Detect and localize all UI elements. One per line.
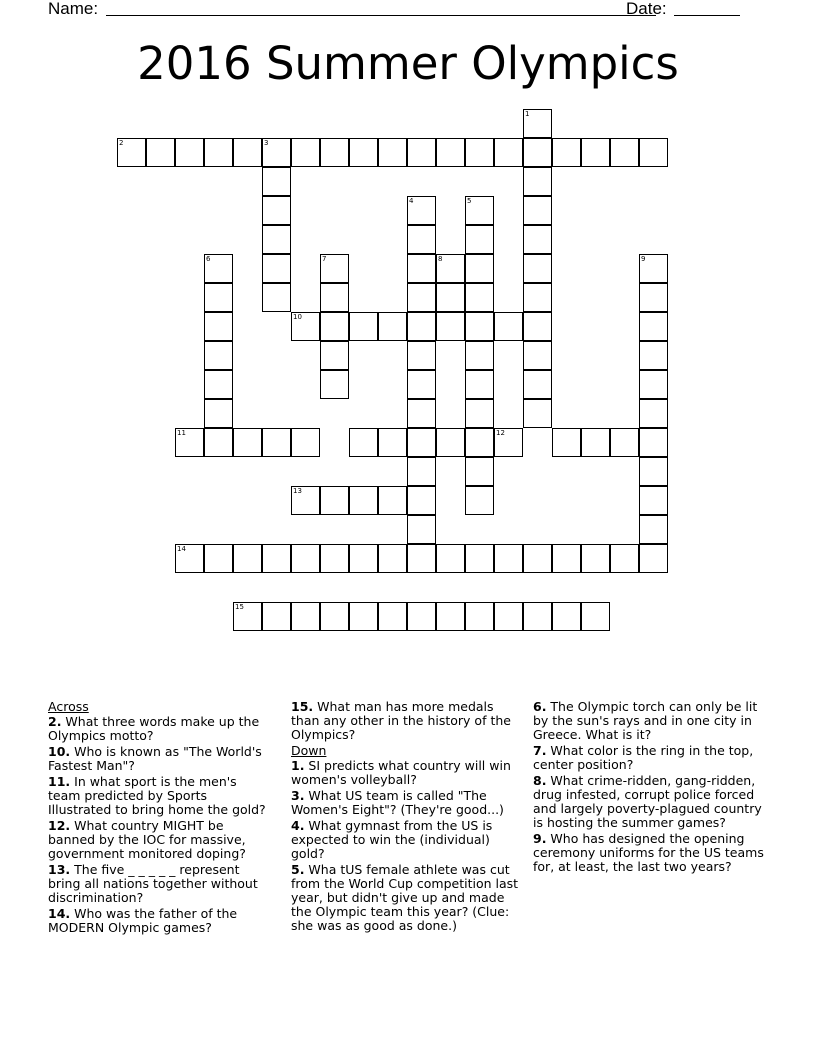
crossword-cell[interactable] xyxy=(204,138,233,167)
crossword-cell[interactable] xyxy=(204,283,233,312)
crossword-cell[interactable] xyxy=(523,399,552,428)
crossword-cell[interactable] xyxy=(320,138,349,167)
crossword-cell[interactable] xyxy=(407,341,436,370)
crossword-cell[interactable] xyxy=(349,428,378,457)
across-clue xyxy=(48,715,273,743)
down-heading: Down xyxy=(291,743,327,758)
crossword-cell[interactable] xyxy=(436,283,465,312)
down-clue xyxy=(291,759,523,787)
crossword-cell[interactable] xyxy=(523,341,552,370)
crossword-cell[interactable] xyxy=(146,138,175,167)
clue-text: What color is the ring in the top, center position? xyxy=(533,743,754,772)
down-clue xyxy=(291,863,523,933)
down-clue xyxy=(533,744,773,772)
crossword-cell[interactable] xyxy=(262,254,291,283)
crossword-cell[interactable] xyxy=(291,312,320,341)
clue-number: 6. xyxy=(533,699,547,714)
crossword-cell[interactable] xyxy=(378,312,407,341)
crossword-cell[interactable] xyxy=(465,138,494,167)
crossword-cell[interactable] xyxy=(494,138,523,167)
crossword-cell[interactable] xyxy=(523,283,552,312)
crossword-cell[interactable] xyxy=(639,428,668,457)
crossword-cell[interactable] xyxy=(320,341,349,370)
crossword-cell[interactable] xyxy=(204,370,233,399)
clue-number: 1 xyxy=(525,110,530,118)
crossword-cell[interactable] xyxy=(639,341,668,370)
crossword-cell[interactable] xyxy=(349,602,378,631)
crossword-cell[interactable] xyxy=(378,486,407,515)
crossword-cell[interactable] xyxy=(639,283,668,312)
crossword-cell[interactable] xyxy=(436,544,465,573)
crossword-cell[interactable] xyxy=(320,486,349,515)
crossword-cell[interactable] xyxy=(465,602,494,631)
across-clue-list xyxy=(48,715,273,935)
down-clue-list-continued xyxy=(533,700,773,874)
clue-text: What US team is called "The Women's Eight"? (They're good...) xyxy=(291,788,504,817)
clue-text: What crime-ridden, gang-ridden, drug infested, corrupt police forced and largely poverty-plagued country is hosting the summer games? xyxy=(533,773,762,830)
clue-number: 11 xyxy=(177,429,186,437)
crossword-cell[interactable] xyxy=(552,544,581,573)
crossword-cell[interactable] xyxy=(407,428,436,457)
clue-number: 3. xyxy=(291,788,305,803)
clue-number: 7. xyxy=(533,743,547,758)
crossword-cell[interactable] xyxy=(407,486,436,515)
crossword-cell[interactable] xyxy=(291,544,320,573)
crossword-cell[interactable] xyxy=(436,254,465,283)
crossword-cell[interactable] xyxy=(639,486,668,515)
clue-text: The Olympic torch can only be lit by the sun's rays and in one city in Greece. What is it? xyxy=(533,699,758,742)
clues-column-2 xyxy=(291,700,523,935)
crossword-cell[interactable] xyxy=(552,138,581,167)
clue-number: 5. xyxy=(291,862,305,877)
crossword-cell[interactable] xyxy=(523,544,552,573)
across-clue xyxy=(48,907,273,935)
crossword-cell[interactable] xyxy=(233,544,262,573)
crossword-cell[interactable] xyxy=(204,341,233,370)
clue-number: 2. xyxy=(48,714,62,729)
clue-number: 4 xyxy=(409,197,414,205)
clue-number: 11. xyxy=(48,774,71,789)
name-label: Name: xyxy=(48,0,99,18)
clue-number: 13 xyxy=(293,487,302,495)
down-clue xyxy=(291,789,523,817)
crossword-cell[interactable] xyxy=(349,312,378,341)
crossword-cell[interactable] xyxy=(639,254,668,283)
crossword-cell[interactable] xyxy=(233,602,262,631)
across-heading: Across xyxy=(48,699,89,714)
down-clue xyxy=(533,832,773,874)
crossword-cell[interactable] xyxy=(407,196,436,225)
crossword-cell[interactable] xyxy=(465,457,494,486)
crossword-cell[interactable] xyxy=(320,283,349,312)
crossword-cell[interactable] xyxy=(204,312,233,341)
crossword-cell[interactable] xyxy=(523,602,552,631)
crossword-cell[interactable] xyxy=(523,225,552,254)
crossword-cell[interactable] xyxy=(378,544,407,573)
crossword-cell[interactable] xyxy=(581,602,610,631)
clue-number: 10 xyxy=(293,313,302,321)
crossword-cell[interactable] xyxy=(262,225,291,254)
crossword-cell[interactable] xyxy=(262,283,291,312)
page-title: 2016 Summer Olympics xyxy=(137,37,679,90)
crossword-cell[interactable] xyxy=(407,515,436,544)
crossword-cell[interactable] xyxy=(204,254,233,283)
crossword-cell[interactable] xyxy=(291,428,320,457)
crossword-cell[interactable] xyxy=(436,312,465,341)
crossword-cell[interactable] xyxy=(320,254,349,283)
crossword-cell[interactable] xyxy=(175,544,204,573)
crossword-cell[interactable] xyxy=(262,138,291,167)
down-clue xyxy=(533,700,773,742)
clue-number: 8. xyxy=(533,773,547,788)
crossword-cell[interactable] xyxy=(204,428,233,457)
crossword-cell[interactable] xyxy=(552,602,581,631)
crossword-cell[interactable] xyxy=(523,109,552,138)
clue-text: SI predicts what country will win women's volleyball? xyxy=(291,758,511,787)
crossword-cell[interactable] xyxy=(175,138,204,167)
clue-text: Wha tUS female athlete was cut from the World Cup competition last year, but didn't give up and made the Olympic team this year? (Clue: she was as good as done.) xyxy=(291,862,519,933)
crossword-cell[interactable] xyxy=(291,602,320,631)
crossword-cell[interactable] xyxy=(523,167,552,196)
crossword-cell[interactable] xyxy=(639,399,668,428)
crossword-cell[interactable] xyxy=(494,602,523,631)
clue-number: 10. xyxy=(48,744,71,759)
crossword-cell[interactable] xyxy=(639,457,668,486)
crossword-cell[interactable] xyxy=(494,312,523,341)
across-clue-list-continued xyxy=(291,700,523,742)
crossword-cell[interactable] xyxy=(349,138,378,167)
down-clue-list xyxy=(291,759,523,933)
clue-text: Who is known as "The World's Fastest Man"? xyxy=(48,744,262,773)
crossword-cell[interactable] xyxy=(233,428,262,457)
crossword-cell[interactable] xyxy=(320,544,349,573)
clue-number: 4. xyxy=(291,818,305,833)
across-clue xyxy=(48,775,273,817)
clue-number: 15. xyxy=(291,699,314,714)
crossword-cell[interactable] xyxy=(610,544,639,573)
clues-column-1 xyxy=(48,700,273,937)
crossword-cell[interactable] xyxy=(349,544,378,573)
clue-number: 9 xyxy=(641,255,646,263)
crossword-cell[interactable] xyxy=(436,428,465,457)
crossword-cell[interactable] xyxy=(407,457,436,486)
clue-text: What country MIGHT be banned by the IOC for massive, government monitored doping? xyxy=(48,818,246,861)
crossword-cell[interactable] xyxy=(465,544,494,573)
across-clue xyxy=(48,819,273,861)
crossword-cell[interactable] xyxy=(436,138,465,167)
clue-text: What man has more medals than any other in the history of the Olympics? xyxy=(291,699,511,742)
crossword-cell[interactable] xyxy=(262,167,291,196)
crossword-cell[interactable] xyxy=(610,428,639,457)
clue-number: 15 xyxy=(235,603,244,611)
crossword-cell[interactable] xyxy=(523,138,552,167)
crossword-cell[interactable] xyxy=(378,428,407,457)
crossword-cell[interactable] xyxy=(465,225,494,254)
crossword-cell[interactable] xyxy=(262,196,291,225)
crossword-cell[interactable] xyxy=(465,341,494,370)
crossword-cell[interactable] xyxy=(320,312,349,341)
crossword-cell[interactable] xyxy=(378,138,407,167)
crossword-cell[interactable] xyxy=(378,602,407,631)
crossword-cell[interactable] xyxy=(291,138,320,167)
crossword-cell[interactable] xyxy=(291,486,320,515)
crossword-cell[interactable] xyxy=(639,515,668,544)
clue-number: 3 xyxy=(264,139,269,147)
crossword-cell[interactable] xyxy=(523,370,552,399)
clue-number: 1. xyxy=(291,758,305,773)
crossword-cell[interactable] xyxy=(262,428,291,457)
crossword-cell[interactable] xyxy=(320,602,349,631)
crossword-cell[interactable] xyxy=(494,544,523,573)
crossword-cell[interactable] xyxy=(407,399,436,428)
date-label: Date: xyxy=(626,0,667,18)
crossword-cell[interactable] xyxy=(639,370,668,399)
crossword-cell[interactable] xyxy=(523,312,552,341)
crossword-cell[interactable] xyxy=(407,544,436,573)
crossword-cell[interactable] xyxy=(465,399,494,428)
crossword-cell[interactable] xyxy=(523,254,552,283)
clue-number: 6 xyxy=(206,255,211,263)
crossword-cell[interactable] xyxy=(581,428,610,457)
crossword-cell[interactable] xyxy=(204,544,233,573)
crossword-cell[interactable] xyxy=(320,370,349,399)
clue-number: 13. xyxy=(48,862,71,877)
clue-text: Who was the father of the MODERN Olympic games? xyxy=(48,906,238,935)
clue-text: What three words make up the Olympics motto? xyxy=(48,714,260,743)
crossword-cell[interactable] xyxy=(639,138,668,167)
clue-number: 12. xyxy=(48,818,71,833)
crossword-cell[interactable] xyxy=(465,428,494,457)
clue-text: The five _ _ _ _ _ represent bring all nations together without discrimination? xyxy=(48,862,258,905)
clue-number: 8 xyxy=(438,255,443,263)
crossword-cell[interactable] xyxy=(262,544,291,573)
down-clue xyxy=(291,819,523,861)
clue-text: Who has designed the opening ceremony uniforms for the US teams for, at least, the last two years? xyxy=(533,831,764,874)
clues-column-3 xyxy=(533,700,773,876)
clue-number: 7 xyxy=(322,255,327,263)
crossword-cell[interactable] xyxy=(262,602,291,631)
crossword-cell[interactable] xyxy=(639,312,668,341)
clue-number: 12 xyxy=(496,429,505,437)
crossword-cell[interactable] xyxy=(465,370,494,399)
crossword-cell[interactable] xyxy=(407,225,436,254)
crossword-cell[interactable] xyxy=(494,428,523,457)
crossword-cell[interactable] xyxy=(407,283,436,312)
clue-text: In what sport is the men's team predicted by Sports Illustrated to bring home the gold? xyxy=(48,774,266,817)
crossword-cell[interactable] xyxy=(523,196,552,225)
clue-number: 14. xyxy=(48,906,71,921)
crossword-cell[interactable] xyxy=(581,544,610,573)
crossword-cell[interactable] xyxy=(233,138,262,167)
crossword-cell[interactable] xyxy=(407,138,436,167)
crossword-cell[interactable] xyxy=(436,602,465,631)
crossword-cell[interactable] xyxy=(465,312,494,341)
across-clue xyxy=(291,700,523,742)
clue-number: 2 xyxy=(119,139,124,147)
crossword-cell[interactable] xyxy=(552,428,581,457)
crossword-cell[interactable] xyxy=(175,428,204,457)
clue-text: What gymnast from the US is expected to win the (individual) gold? xyxy=(291,818,493,861)
crossword-cell[interactable] xyxy=(407,254,436,283)
crossword-cell[interactable] xyxy=(639,544,668,573)
crossword-cell[interactable] xyxy=(465,486,494,515)
across-clue xyxy=(48,745,273,773)
crossword-cell[interactable] xyxy=(349,486,378,515)
crossword-cell[interactable] xyxy=(204,399,233,428)
crossword-cell[interactable] xyxy=(465,254,494,283)
crossword-cell[interactable] xyxy=(407,602,436,631)
crossword-cell[interactable] xyxy=(407,312,436,341)
clue-number: 14 xyxy=(177,545,186,553)
down-clue xyxy=(533,774,773,830)
across-clue xyxy=(48,863,273,905)
crossword-cell[interactable] xyxy=(407,370,436,399)
crossword-cell[interactable] xyxy=(465,283,494,312)
crossword-cell[interactable] xyxy=(465,196,494,225)
crossword-cell[interactable] xyxy=(117,138,146,167)
crossword-cell[interactable] xyxy=(610,138,639,167)
clue-number: 9. xyxy=(533,831,547,846)
crossword-cell[interactable] xyxy=(581,138,610,167)
clue-number: 5 xyxy=(467,197,472,205)
